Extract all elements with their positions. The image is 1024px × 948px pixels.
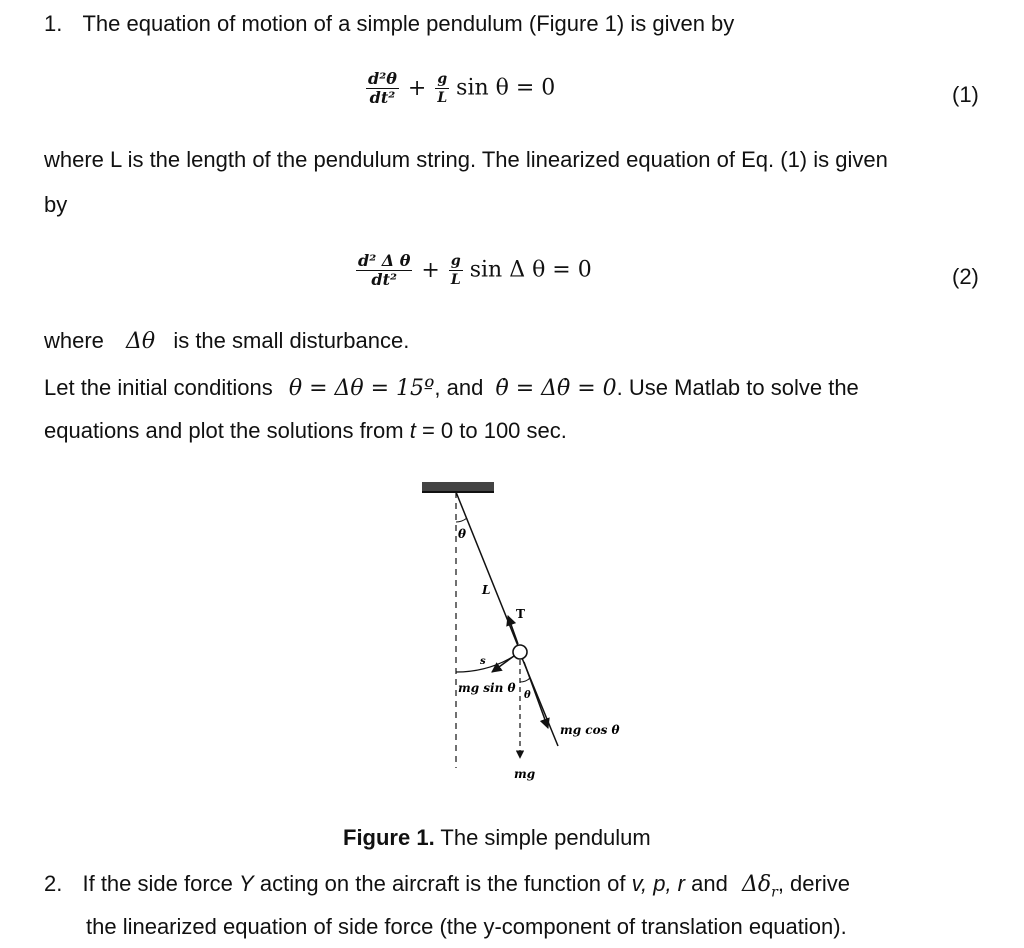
small-disturbance-text: is the small disturbance.: [173, 328, 410, 353]
figure-caption: [343, 824, 651, 852]
q2-Y: Y: [239, 871, 254, 896]
ic-line2-a: equations and plot the solutions from: [44, 418, 404, 443]
question-1-intro: The equation of motion of a simple pendulum (Figure 1) is given by: [82, 11, 735, 36]
where-delta-theta-line: [44, 327, 409, 356]
initial-conditions-line-1: [44, 374, 859, 403]
eq2-plus: +: [421, 257, 440, 283]
initial-conditions-line-2: [44, 417, 567, 445]
question-2: [44, 870, 850, 906]
eq2-g-over-L: [449, 252, 463, 289]
equation-2-tag: (2): [952, 264, 979, 289]
label-T: T: [516, 607, 525, 621]
label-mg: mg: [514, 767, 536, 781]
label-L: L: [482, 583, 491, 597]
ic-text-a: Let the initial conditions: [44, 375, 273, 400]
q2-text-c: and: [691, 871, 728, 896]
question-2-number: 2.: [44, 871, 63, 896]
eq1-g: g: [435, 70, 449, 89]
eq1-rest: sin θ = 0: [456, 75, 556, 101]
ic-line2-b: = 0 to 100 sec.: [421, 418, 567, 443]
eq2-rest: sin Δ θ = 0: [469, 257, 592, 283]
where-L-line-2: by: [44, 192, 68, 217]
eq2-g: g: [449, 252, 463, 271]
question-1-number: 1.: [44, 11, 63, 36]
ceiling-hatch: [422, 482, 494, 492]
top-angle-arc: [456, 518, 467, 522]
delta-theta-symbol: Δθ: [126, 329, 156, 354]
eq2-derivative-fraction: [356, 252, 412, 289]
label-theta-bob: θ: [524, 690, 531, 701]
eq2-denominator: dt²: [371, 270, 397, 289]
q2-delta-subscript: r: [771, 884, 778, 901]
pendulum-bob: [513, 645, 527, 659]
figure-caption-bold: Figure 1.: [343, 825, 435, 850]
where-L-line-1: where L is the length of the pendulum string. The linearized equation of Eq. (1) is given: [44, 147, 888, 172]
q2-text-b: acting on the aircraft is the function of: [259, 871, 626, 896]
equation-1-tag: (1): [952, 82, 979, 107]
figure-caption-rest: The simple pendulum: [434, 825, 651, 850]
ic-math-theta: θ = Δθ = 15º: [288, 376, 435, 401]
ic-text-b: , and: [434, 375, 484, 400]
ic-text-c: . Use Matlab to solve the: [616, 375, 859, 400]
question-2-line-2: the linearized equation of side force (the y-component of translation equation).: [86, 914, 847, 939]
label-mg-sin: mg sin θ: [458, 681, 516, 695]
eq2-numerator: d² Δ θ: [358, 251, 411, 270]
q2-text-a: If the side force: [82, 871, 233, 896]
equation-2: [356, 252, 592, 289]
label-theta-top: θ: [458, 527, 467, 541]
eq1-L: L: [437, 90, 448, 106]
eq1-derivative-fraction: [366, 70, 399, 107]
label-s: s: [480, 656, 486, 667]
mg-sin-arrow: [492, 656, 514, 672]
equation-1: [366, 70, 555, 107]
label-mg-cos: mg cos θ: [560, 723, 620, 737]
eq1-denominator: dt²: [369, 88, 396, 107]
question-1: [44, 10, 734, 38]
bob-angle-arc: [520, 678, 530, 682]
eq1-g-over-L: [435, 70, 449, 107]
pendulum-figure: [410, 476, 630, 796]
eq1-plus: +: [407, 75, 427, 101]
pendulum-string: [456, 492, 518, 646]
eq1-numerator: d²θ: [368, 69, 397, 88]
ic-math-theta-dot: θ̇ = Δθ̇ = 0: [495, 376, 617, 401]
eq2-L: L: [450, 272, 461, 288]
where-word: where: [44, 328, 104, 353]
q2-vars: v, p, r: [631, 871, 686, 896]
ic-line2-t: t: [409, 418, 416, 443]
q2-delta-symbol: Δδ: [741, 872, 772, 897]
q2-text-d: , derive: [777, 871, 850, 896]
